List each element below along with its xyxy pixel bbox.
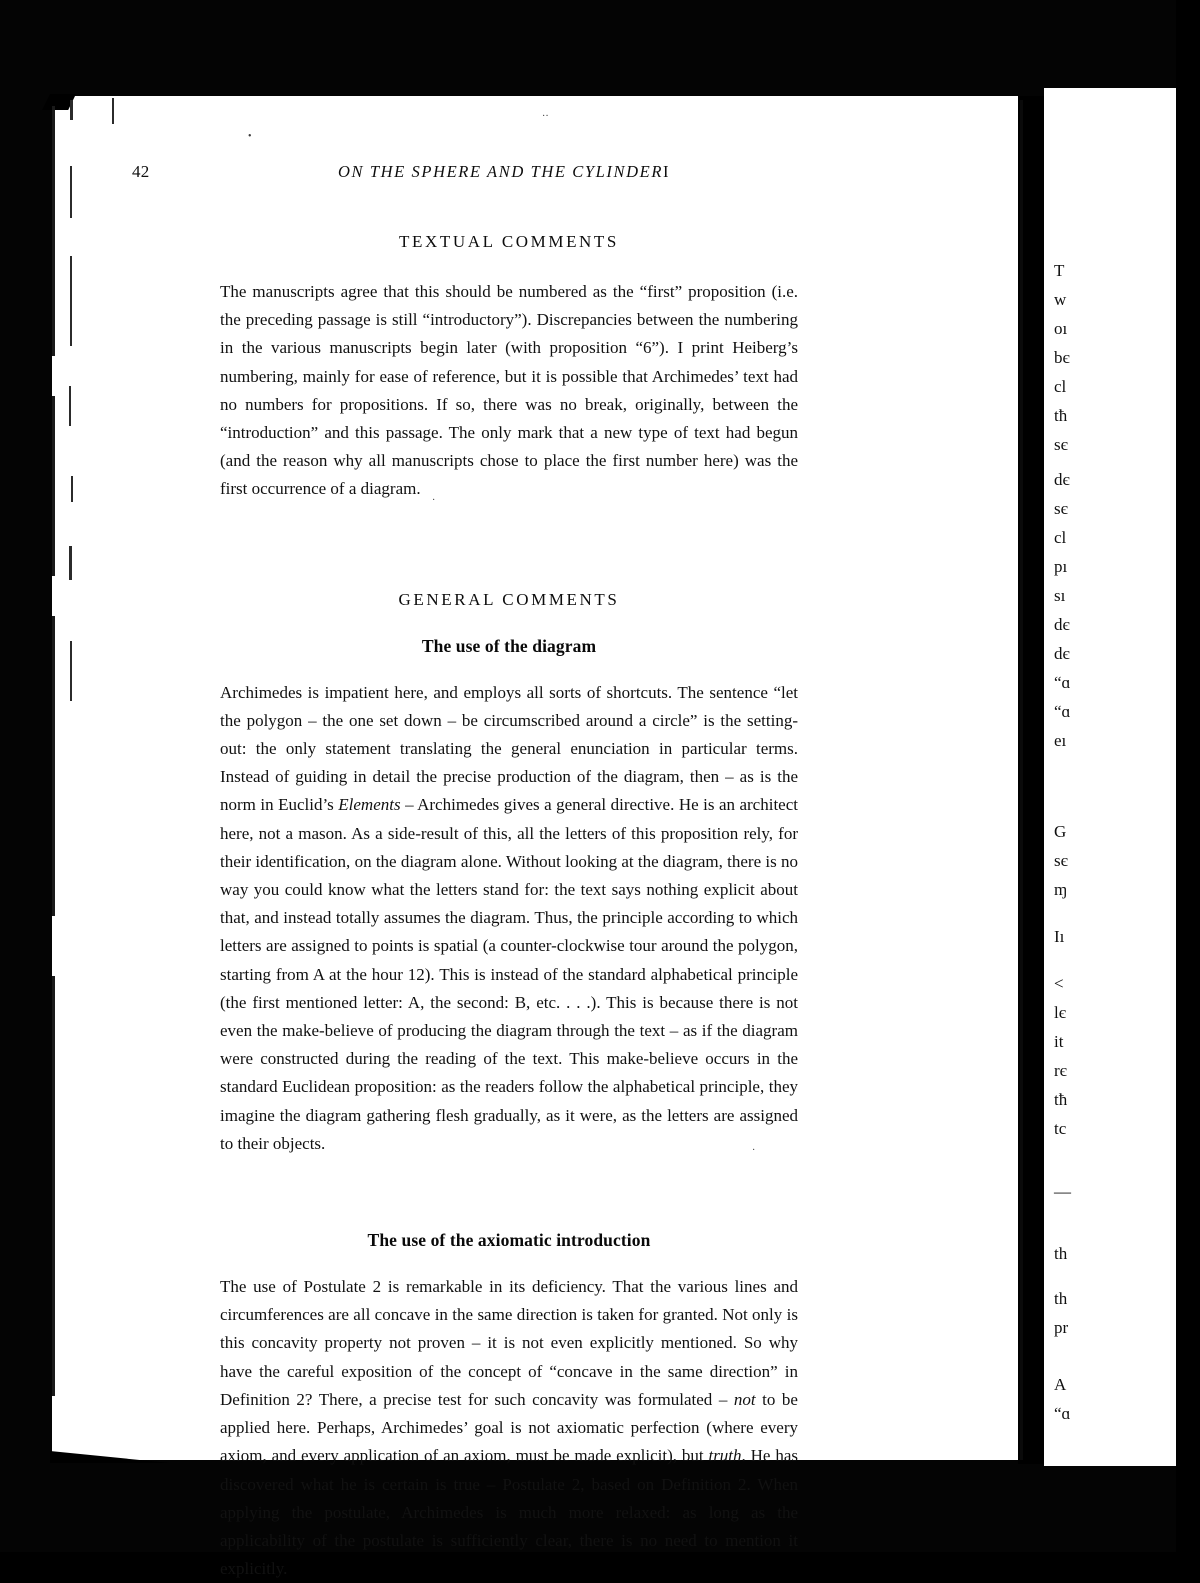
facing-page-text-fragment: tħ <box>1054 406 1068 425</box>
running-head-title: ON THE SPHERE AND THE CYLINDER <box>338 162 664 181</box>
page-edge-bleed <box>52 396 55 576</box>
scan-stray-mark: · <box>432 495 436 506</box>
facing-page-text-fragment: th <box>1054 1244 1068 1263</box>
scan-stray-mark: ·· <box>542 111 549 122</box>
scan-speck <box>70 641 72 701</box>
facing-page-text-fragment: oı <box>1054 319 1068 338</box>
paragraph-part-a: Archimedes is impatient here, and employs all sorts of shortcuts. The sentence “let the polygon – the one set down – be circumscribed around a circle” is the setting-out: the only statement translating the general enunciation in particular terms. Instead of guiding in detail the precise production of the diagram, then – as is the norm in Euclid’s <box>220 682 798 815</box>
facing-page-text-fragment: ɱ <box>1054 880 1068 899</box>
running-head <box>338 162 669 182</box>
paragraph-axiomatic-introduction <box>220 1273 798 1583</box>
page-edge-bleed <box>52 616 55 916</box>
facing-page-text-fragment: “ɑ <box>1054 1404 1071 1423</box>
book-page-verso <box>52 96 1020 1579</box>
facing-page-text-fragment: sє <box>1054 499 1068 518</box>
page-edge-bleed <box>52 976 55 1396</box>
facing-page-text-fragment: Iı <box>1054 927 1065 946</box>
spacer <box>220 1158 798 1230</box>
text-column <box>132 158 798 1583</box>
page-edge-bleed <box>52 106 55 356</box>
facing-page-text-fragment: w <box>1054 290 1067 309</box>
facing-page-text-fragment: A <box>1054 1375 1067 1394</box>
facing-page-text-fragment: cl <box>1054 377 1067 396</box>
facing-page-text-fragment: cl <box>1054 528 1067 547</box>
page-number: 42 <box>132 162 150 181</box>
facing-page-text-fragment: < <box>1054 974 1064 993</box>
facing-page-text-fragment: T <box>1054 261 1065 280</box>
paragraph-textual-comments: The manuscripts agree that this should be numbered as the “first” proposition (i.e. the preceding passage is still “introductory”). Discrepancies between the numbering in the various manuscripts begin later (with proposition “6”). I print Heiberg’s numbering, mainly for ease of reference, but it is possible that Archimedes’ text had no numbers for propositions. If so, there was no break, originally, between the “introduction” and this passage. The only mark that a new type of text had begun (and the reason why all manuscripts chose to place the first number here) was the first occurrence of a diagram. <box>220 282 798 499</box>
facing-page-text-fragment: sє <box>1054 851 1068 870</box>
spacer <box>220 504 798 590</box>
scan-speck <box>70 100 73 120</box>
scan-speck <box>70 256 72 346</box>
scan-stray-mark: · <box>752 1145 756 1156</box>
scan-speck <box>71 476 73 502</box>
book-page-recto <box>1044 88 1176 1466</box>
facing-page-text-fragment: dє <box>1054 470 1070 489</box>
scan-speck <box>70 166 72 218</box>
facing-page-text-fragment: bє <box>1054 348 1070 367</box>
italic-not: not <box>733 1389 756 1409</box>
facing-page-text-fragment: sı <box>1054 586 1066 605</box>
scan-speck <box>69 546 72 580</box>
running-head-book-number: I <box>663 162 670 181</box>
paragraph-part-c: . He has discovered what he is certain is true – Postulate 2, based on Definition 2. When applying the postulate, Archimedes is much more relaxed: as long as the applicability of the postulate is sufficiently clear, there is no need to mention it explicitly. <box>220 1446 798 1579</box>
facing-page-text-fragment: lє <box>1054 1003 1067 1022</box>
facing-page-text-fragment: “ɑ <box>1054 702 1071 721</box>
facing-page-text-fragment: eı <box>1054 731 1067 750</box>
heading-general-comments: GENERAL COMMENTS <box>398 589 620 609</box>
facing-page-text-fragment: pr <box>1054 1318 1069 1337</box>
paragraph-part-a: The use of Postulate 2 is remarkable in its deficiency. That the various lines and circumferences are all concave in the same direction is taken for granted. Not only is this concavity property not proven – it is not even explicitly mentioned. So why have the careful exposition of the concept of “concave in the same direction” in Definition 2? There, a precise test for such concavity was formulated – <box>220 1277 798 1409</box>
facing-page-text-fragment: tħ <box>1054 1090 1068 1109</box>
facing-page-text-fragment: dє <box>1054 644 1070 663</box>
scan-stray-mark: • <box>248 131 252 142</box>
italic-truth: truth <box>708 1446 742 1466</box>
facing-page-text-fragment: th <box>1054 1289 1068 1308</box>
subheading-use-of-the-diagram: The use of the diagram <box>421 635 597 656</box>
facing-page-text-fragment: sє <box>1054 435 1068 454</box>
facing-page-text-fragment: dє <box>1054 615 1070 634</box>
scan-speck <box>69 386 71 426</box>
facing-page-text-fragment: pı <box>1054 557 1068 576</box>
italic-elements: Elements <box>338 795 401 815</box>
subheading-use-of-the-axiomatic-introduction: The use of the axiomatic introduction <box>367 1230 651 1251</box>
facing-page-text-fragment: — <box>1054 1182 1071 1201</box>
scan-speck <box>112 98 114 124</box>
paragraph-part-b: – Archimedes gives a general directive. He is an architect here, not a mason. As a side-result of this, all the letters of this proposition rely, for their identification, on the diagram alone. Without looking at the diagram, there is no way you could know what the letters stand for: the text says nothing explicit about that, and instead totally assumes the diagram. Thus, the principle according to which letters are assigned to points is spatial (a counter-clockwise tour around the polygon, starting from A at the hour 12). This is instead of the standard alphabetical principle (the first mentioned letter: A, the second: B, etc. . . .). This is because there is not even the make-believe of producing the diagram through the text – as if the diagram were constructed during the reading of the text. This make-believe occurs in the standard Euclidean proposition: as the readers follow the alphabetical principle, they imagine the diagram gathering flesh gradually, as it were, as the letters are assigned to their objects. <box>220 795 798 1153</box>
paragraph-use-of-the-diagram <box>220 679 798 1158</box>
paragraph-part-b: to be applied here. Perhaps, Archimedes’ goal is not axiomatic perfection (where every axiom, and every application of an axiom, must be made explicit), but <box>220 1389 798 1466</box>
facing-page-text-fragment: rє <box>1054 1061 1067 1080</box>
facing-page-text-fragment: G <box>1054 822 1067 841</box>
facing-page-text-fragment: “ɑ <box>1054 673 1071 692</box>
heading-textual-comments: TEXTUAL COMMENTS <box>399 232 619 251</box>
facing-page-text-fragment: it <box>1054 1032 1064 1051</box>
scan-right-edge <box>1176 0 1200 1552</box>
binding-gutter-line <box>1020 100 1023 1460</box>
facing-page-text-fragment: tc <box>1054 1119 1067 1138</box>
running-head-row <box>132 158 798 188</box>
